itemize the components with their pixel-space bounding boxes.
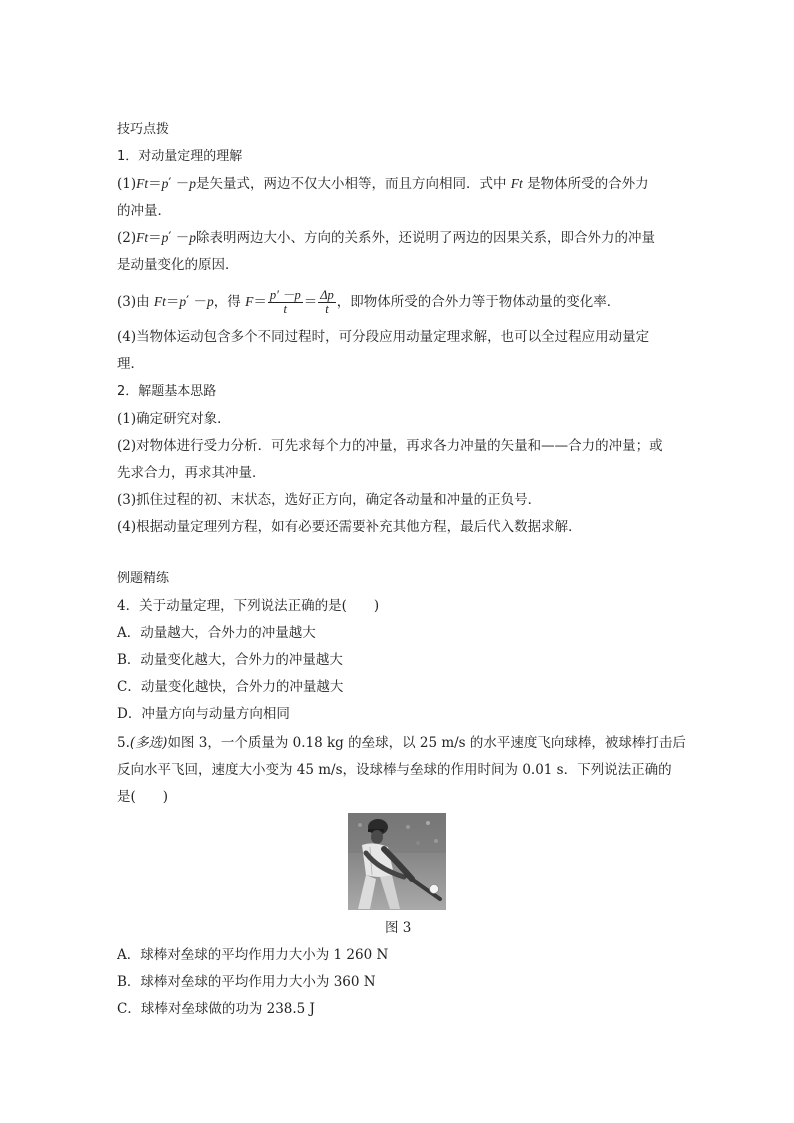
point-1-line1: (1)Ft＝p′ －p是矢量式，两边不仅大小相等，而且方向相同．式中 Ft 是物体所受的合外力 [117, 176, 649, 192]
question-5-option-c: C．球棒对垒球做的功为 238.5 J [117, 1001, 315, 1017]
question-4-option-c: C．动量变化越快，合外力的冲量越大 [117, 679, 344, 695]
baseball-batter-photo [348, 813, 446, 910]
figure-caption: 图 3 [385, 920, 412, 936]
step-2-line1: (2)对物体进行受力分析．可先求每个力的冲量，再求各力冲量的矢量和——合力的冲量；或 [117, 438, 663, 454]
delta-p-over-t-fraction: $\frac{\Delta p}{t}$ [320, 288, 334, 316]
batter-illustration [348, 813, 446, 910]
question-5-option-b: B．球棒对垒球的平均作用力大小为 360 N [117, 974, 376, 990]
point-4-line2: 理． [117, 356, 144, 372]
point-1-line2: 的冲量． [117, 203, 171, 219]
question-4-option-d: D．冲量方向与动量方向相同 [117, 706, 290, 722]
question-4-stem: 4．关于动量定理，下列说法正确的是( ) [117, 598, 380, 614]
point-4-line1: (4)当物体运动包含多个不同过程时，可分段应用动量定理求解，也可以全过程应用动量定 [117, 329, 650, 345]
section2-title: 2．解题基本思路 [117, 384, 217, 399]
skills-heading: 技巧点拨 [117, 122, 170, 137]
question-5-line2: 反向水平飞回，速度大小变为 45 m/s，设球棒与垒球的作用时间为 0.01 s．下列说法正确的 [117, 762, 672, 778]
question-5-line1: 5.(多选)如图 3，一个质量为 0.18 kg 的垒球，以 25 m/s 的水平速度飞向球棒，被球棒打击后 [117, 735, 686, 751]
step-1: (1)确定研究对象． [117, 411, 231, 427]
multi-select-tag: (多选) [129, 735, 168, 751]
step-3: (3)抓住过程的初、末状态，选好正方向，确定各动量和冲量的正负号． [117, 492, 542, 508]
question-5-option-a: A．球棒对垒球的平均作用力大小为 1 260 N [117, 947, 389, 963]
point-2-line1: (2)Ft＝p′ －p除表明两边大小、方向的关系外，还说明了两边的因果关系，即合外力的冲量 [117, 230, 655, 246]
momentum-change-fraction: $\frac{p' -p}{t}$ [269, 288, 301, 316]
examples-heading: 例题精练 [117, 571, 170, 586]
question-4-option-b: B．动量变化越大，合外力的冲量越大 [117, 652, 343, 668]
point-3-formula-line: (3)由 Ft＝p′ －p，得 F＝ $\frac{p' -p}{t}$ ＝ $\frac{\Delta p}{t}$ ，即物体所受的合外力等于物体动量的变化率． [117, 288, 621, 316]
step-4: (4)根据动量定理列方程，如有必要还需要补充其他方程，最后代入数据求解． [117, 519, 582, 535]
question-5-line3: 是( ) [117, 789, 169, 805]
question-4-option-a: A．动量越大，合外力的冲量越大 [117, 625, 316, 641]
step-2-line2: 先求合力，再求其冲量． [117, 465, 266, 481]
point-2-line2: 是动量变化的原因． [117, 257, 239, 273]
section1-title: 1．对动量定理的理解 [117, 149, 243, 164]
